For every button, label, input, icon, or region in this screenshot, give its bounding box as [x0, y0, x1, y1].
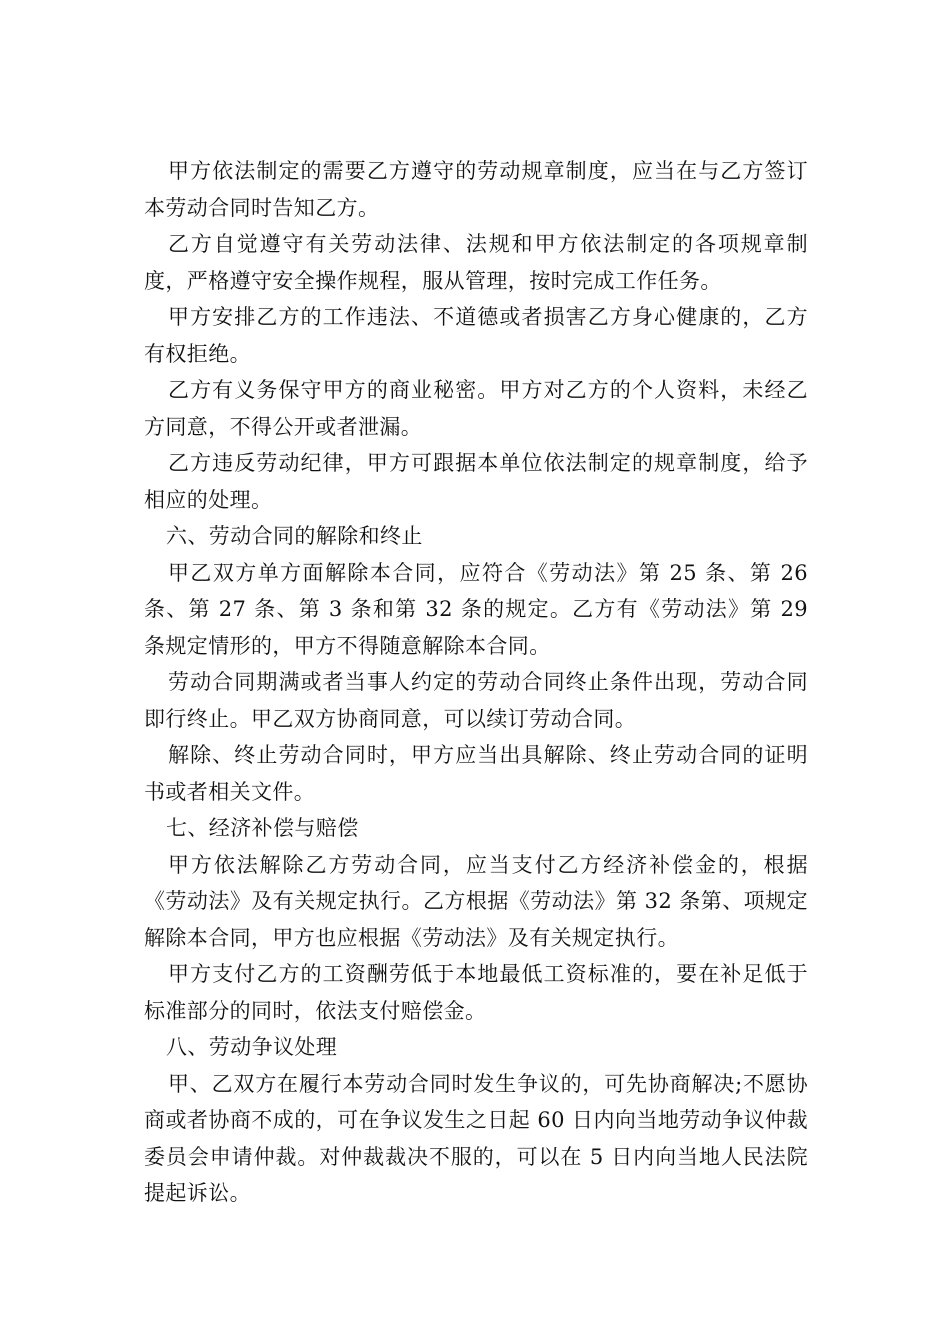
paragraph-discipline: 乙方违反劳动纪律，甲方可跟据本单位依法制定的规章制度，给予相应的处理。 — [144, 451, 808, 512]
section-heading-compensation: 七、经济补偿与赔偿 — [166, 816, 359, 840]
paragraph-contract-expiry: 劳动合同期满或者当事人约定的劳动合同终止条件出现，劳动合同即行终止。甲乙双方协商同意，可以续订劳动合同。 — [144, 670, 808, 731]
paragraph-unilateral-termination: 甲乙双方单方面解除本合同，应符合《劳动法》第 25 条、第 26 条、第 27 条、第 3 条和第 32 条的规定。乙方有《劳动法》第 29 条规定情形的，甲方不得随意解除本合同。 — [144, 560, 808, 658]
paragraph-confidentiality: 乙方有义务保守甲方的商业秘密。甲方对乙方的个人资料，未经乙方同意，不得公开或者泄漏。 — [144, 378, 808, 439]
document-body — [144, 153, 808, 1212]
paragraph-obey-rules: 乙方自觉遵守有关劳动法律、法规和甲方依法制定的各项规章制度，严格遵守安全操作规程，服从管理，按时完成工作任务。 — [144, 232, 808, 293]
section-heading-termination: 六、劳动合同的解除和终止 — [166, 524, 423, 548]
paragraph-termination-certificate: 解除、终止劳动合同时，甲方应当出具解除、终止劳动合同的证明书或者相关文件。 — [144, 743, 808, 804]
section-heading-dispute: 八、劳动争议处理 — [166, 1035, 338, 1059]
paragraph-minimum-wage: 甲方支付乙方的工资酬劳低于本地最低工资标准的，要在补足低于标准部分的同时，依法支付赔偿金。 — [144, 962, 808, 1023]
paragraph-dispute-resolution: 甲、乙双方在履行本劳动合同时发生争议的，可先协商解决;不愿协商或者协商不成的，可在争议发生之日起 60 日内向当地劳动争议仲裁委员会申请仲裁。对仲裁裁决不服的，可以在 5 日内向当地人民法院提起诉讼。 — [144, 1071, 808, 1205]
paragraph-economic-compensation: 甲方依法解除乙方劳动合同，应当支付乙方经济补偿金的，根据《劳动法》及有关规定执行。乙方根据《劳动法》第 32 条第、项规定解除本合同，甲方也应根据《劳动法》及有关规定执行。 — [144, 852, 808, 950]
paragraph-right-to-refuse: 甲方安排乙方的工作违法、不道德或者损害乙方身心健康的，乙方有权拒绝。 — [144, 305, 808, 366]
paragraph-rules-notice: 甲方依法制定的需要乙方遵守的劳动规章制度，应当在与乙方签订本劳动合同时告知乙方。 — [144, 159, 808, 220]
